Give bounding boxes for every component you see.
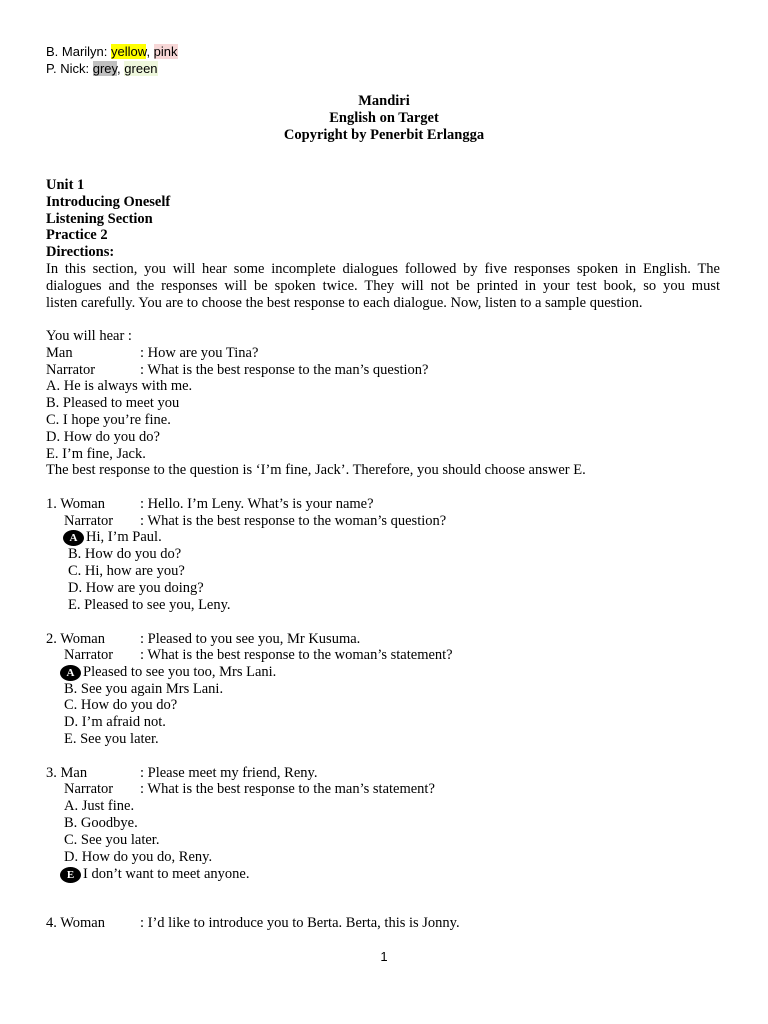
q2-option: D. I’m afraid not.	[64, 714, 166, 730]
part-heading: Listening Section	[46, 211, 153, 227]
note-marilyn	[46, 43, 178, 60]
highlight-green: green	[124, 61, 158, 76]
q2-option: E. See you later.	[64, 731, 159, 747]
sample-speaker-narrator: Narrator	[46, 362, 96, 378]
q3-option: B. Goodbye.	[64, 815, 138, 831]
sample-option: D. How do you do?	[46, 429, 160, 445]
circled-answer-mark: A	[60, 665, 81, 681]
circled-answer-mark: E	[60, 867, 81, 883]
sample-speaker-man: Man	[46, 345, 73, 361]
title-line-2: English on Target	[329, 110, 439, 126]
note-marilyn-prefix: B. Marilyn:	[46, 44, 112, 59]
q1-option-a	[63, 529, 162, 546]
topic-heading: Introducing Oneself	[46, 194, 171, 210]
title-line-3: Copyright by Penerbit Erlangga	[283, 127, 485, 143]
sample-option: C. I hope you’re fine.	[46, 412, 171, 428]
directions-line: In this section, you will hear some incomplete dialogues followed by five responses spoken in English. The	[46, 261, 720, 277]
circled-answer-mark: A	[63, 530, 84, 546]
q4-speaker: 4. Woman	[46, 915, 105, 931]
q1-option-a-text: Hi, I’m Paul.	[86, 529, 162, 545]
directions-label: Directions:	[46, 244, 115, 260]
q2-narrator: Narrator	[64, 647, 114, 663]
q1-option: D. How are you doing?	[68, 580, 204, 596]
note-nick-prefix: P. Nick:	[46, 61, 93, 76]
title-line-1: Mandiri	[358, 93, 410, 109]
q1-narrator-line: : What is the best response to the woman’s question?	[140, 513, 447, 529]
note-sep: ,	[146, 44, 154, 59]
page-number: 1	[380, 949, 388, 964]
sample-explanation: The best response to the question is ‘I’m fine, Jack’. Therefore, you should choose answer E.	[46, 462, 586, 478]
q3-narrator-line: : What is the best response to the man’s statement?	[140, 781, 435, 797]
directions-line: listen carefully. You are to choose the best response to each dialogue. Now, listen to a sample question.	[46, 295, 643, 311]
q3-option: A. Just fine.	[64, 798, 135, 814]
q2-option: C. How do you do?	[64, 697, 178, 713]
q2-option: B. See you again Mrs Lani.	[64, 681, 224, 697]
practice-heading: Practice 2	[46, 227, 108, 243]
sample-option: E. I’m fine, Jack.	[46, 446, 146, 462]
q3-narrator: Narrator	[64, 781, 114, 797]
note-sep: ,	[117, 61, 125, 76]
q2-line: : Pleased to you see you, Mr Kusuma.	[140, 631, 361, 647]
q1-option: C. Hi, how are you?	[68, 563, 185, 579]
unit-heading: Unit 1	[46, 177, 85, 193]
highlight-yellow: yellow	[111, 44, 147, 59]
q4-line: : I’d like to introduce you to Berta. Berta, this is Jonny.	[140, 915, 460, 931]
note-nick	[46, 60, 158, 77]
q1-option: E. Pleased to see you, Leny.	[68, 597, 231, 613]
highlight-grey: grey	[92, 61, 118, 76]
q1-narrator: Narrator	[64, 513, 114, 529]
q3-speaker: 3. Man	[46, 765, 88, 781]
q2-option-a	[60, 664, 276, 681]
q3-option-e	[60, 866, 249, 883]
sample-line-man: : How are you Tina?	[140, 345, 259, 361]
sample-option: A. He is always with me.	[46, 378, 193, 394]
q3-option-e-text: I don’t want to meet anyone.	[83, 866, 250, 882]
q2-speaker: 2. Woman	[46, 631, 105, 647]
q1-speaker: 1. Woman	[46, 496, 105, 512]
sample-intro: You will hear :	[46, 328, 132, 344]
highlight-pink: pink	[153, 44, 178, 59]
q3-option: D. How do you do, Reny.	[64, 849, 213, 865]
q1-option: B. How do you do?	[68, 546, 182, 562]
q1-line: : Hello. I’m Leny. What’s is your name?	[140, 496, 374, 512]
sample-line-narrator: : What is the best response to the man’s question?	[140, 362, 429, 378]
q3-line: : Please meet my friend, Reny.	[140, 765, 318, 781]
q3-option: C. See you later.	[64, 832, 160, 848]
q2-option-a-text: Pleased to see you too, Mrs Lani.	[83, 664, 277, 680]
directions-paragraph	[46, 261, 720, 312]
directions-line: dialogues and the responses will be spoken twice. They will not be printed in your test book, so you must	[46, 278, 720, 294]
q2-narrator-line: : What is the best response to the woman’s statement?	[140, 647, 453, 663]
sample-option: B. Pleased to meet you	[46, 395, 180, 411]
